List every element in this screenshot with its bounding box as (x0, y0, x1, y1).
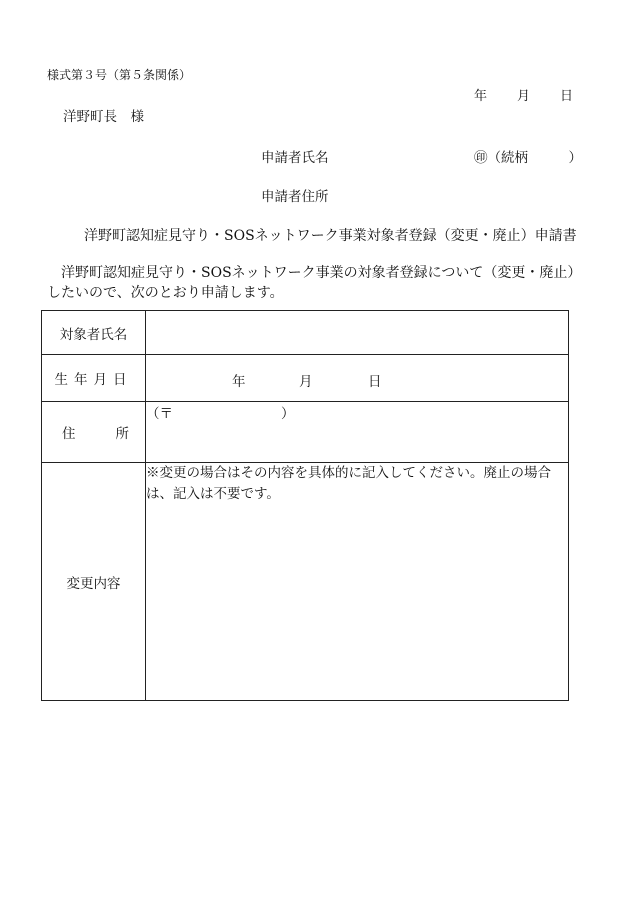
change-content-note: ※変更の場合はその内容を具体的に記入してください。廃止の場合は、記入は不要です。 (146, 465, 551, 502)
document-title: 洋野町認知症見守り・SOSネットワーク事業対象者登録（変更・廃止）申請書 (84, 228, 577, 244)
registration-form-table (41, 310, 569, 701)
postal-code-template: （〒 ） (146, 406, 295, 422)
address-label-char-2: 所 (115, 426, 129, 442)
dob-year-label: 年 (232, 374, 246, 390)
table-row-change (42, 463, 569, 701)
change-content-field[interactable] (146, 463, 569, 701)
date-year-label: 年 (474, 89, 488, 104)
applicant-name-label: 申請者氏名 (261, 150, 329, 166)
addressee: 洋野町長 様 (63, 109, 144, 125)
table-row-dob (42, 355, 569, 402)
address-label-char-1: 住 (62, 426, 76, 442)
subject-name-field[interactable] (146, 311, 569, 355)
change-content-label: 変更内容 (42, 463, 146, 701)
date-month-label: 月 (517, 89, 531, 104)
address-label (42, 402, 146, 463)
date-day-label: 日 (560, 89, 574, 104)
table-row-address (42, 402, 569, 463)
applicant-address-label: 申請者住所 (261, 189, 329, 205)
dob-field[interactable] (146, 355, 569, 402)
submission-date (474, 85, 573, 104)
dob-day-label: 日 (368, 374, 382, 390)
address-field[interactable] (146, 402, 569, 463)
form-number: 様式第３号（第５条関係） (47, 68, 192, 82)
subject-name-label: 対象者氏名 (42, 311, 146, 355)
table-row-name (42, 311, 569, 355)
application-statement: 洋野町認知症見守り・SOSネットワーク事業の対象者登録について（変更・廃止）したいので、次のとおり申請します。 (47, 265, 582, 301)
dob-label: 生年月日 (42, 355, 146, 402)
dob-month-label: 月 (299, 374, 313, 390)
seal-relation-label: ㊞（続柄 ） (474, 150, 582, 166)
